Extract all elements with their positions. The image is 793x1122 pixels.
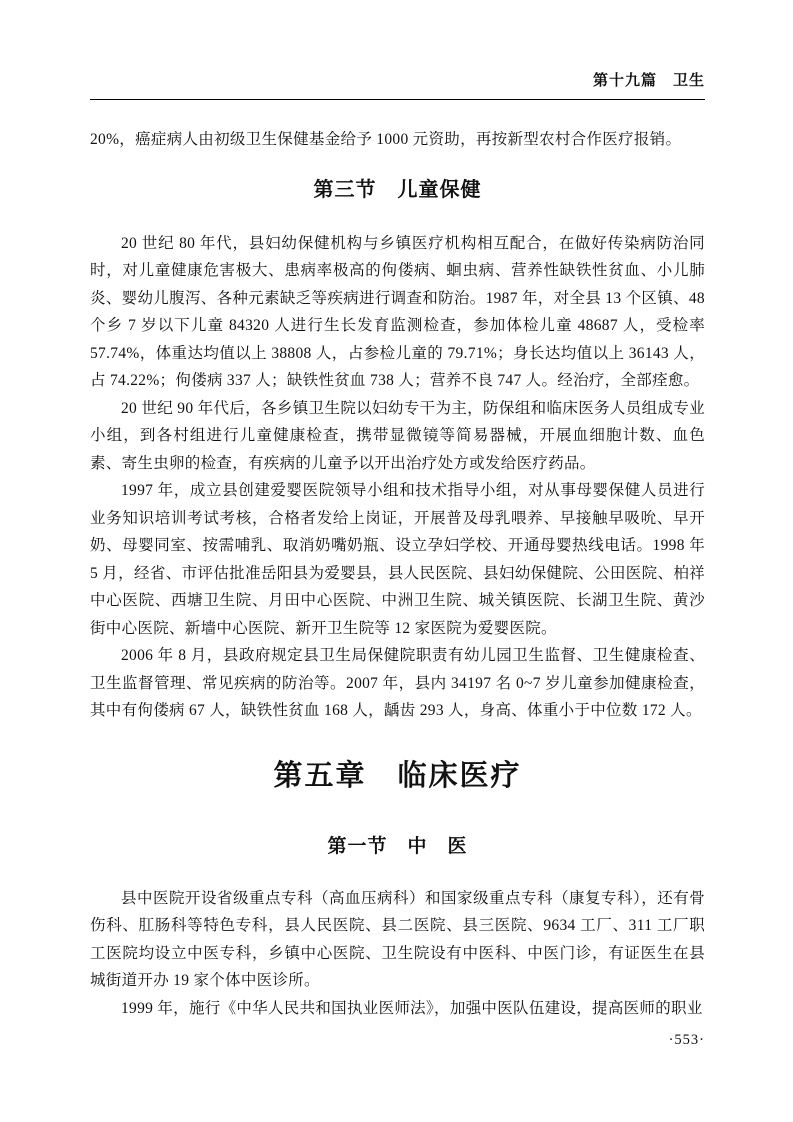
paragraph: 20 世纪 90 年代后，各乡镇卫生院以妇幼专干为主，防保组和临床医务人员组成专业小组，到各村组进行儿童健康检查，携带显微镜等简易器械，开展血细胞计数、血色素、寄生虫卵的检查，有疾病的儿童予以开出治疗处方或发给医疗药品。 bbox=[90, 399, 705, 472]
paragraph: 1999 年，施行《中华人民共和国执业医师法》，加强中医队伍建设，提高医师的职业 bbox=[121, 999, 703, 1017]
paragraph: 县中医院开设省级重点专科（高血压病科）和国家级重点专科（康复专科），还有骨伤科、肛肠科等特色专科，县人民医院、县二医院、县三医院、9634 工厂、311 工厂职工医院均设立中医专科，乡镇中心医院、卫生院设有中医科、中医门诊，有证医生在县城街道开办 19 家个体中医诊所。 bbox=[90, 889, 705, 989]
page-body bbox=[90, 126, 705, 1022]
section-heading-chinese-medicine: 第一节 中 医 bbox=[327, 835, 468, 857]
paragraph: 20 世纪 80 年代，县妇幼保健机构与乡镇医疗机构相互配合，在做好传染病防治同时，对儿童健康危害极大、患病率极高的佝偻病、蛔虫病、营养性缺铁性贫血、小儿肺炎、婴幼儿腹泻、各种元素缺乏等疾病进行调查和防治。1987 年，对全县 13 个区镇、48 个乡 7 岁以下儿童 84320 人进行生长发育监测检查，参加体检儿童 48687 人，受检率 57.74%，体重达均值以上 38808 人，占参检儿童的 79.71%；身长达均值以上 36143 人，占 74.22%；佝偻病 337 人；缺铁性贫血 738 人；营养不良 747 人。经治疗，全部痊愈。 bbox=[90, 234, 705, 389]
paragraph: 2006 年 8 月，县政府规定县卫生局保健院职责有幼儿园卫生监督、卫生健康检查、卫生监督管理、常见疾病的防治等。2007 年，县内 34197 名 0~7 岁儿童参加健康检查，其中有佝偻病 67 人，缺铁性贫血 168 人，龋齿 293 人，身高、体重小于中位数 172 人。 bbox=[90, 647, 705, 719]
page-header bbox=[90, 72, 705, 100]
section-heading-child-health: 第三节 儿童保健 bbox=[313, 178, 482, 201]
paragraph-continuation: 20%，癌症病人由初级卫生保健基金给予 1000 元资助，再按新型农村合作医疗报销。 bbox=[90, 131, 682, 148]
header-rule bbox=[90, 99, 705, 100]
paragraph: 1997 年，成立县创建爱婴医院领导小组和技术指导小组，对从事母婴保健人员进行业务知识培训考试考核，合格者发给上岗证，开展普及母乳喂养、早接触早吸吮、早开奶、母婴同室、按需哺乳、取消奶嘴奶瓶、设立孕妇学校、开通母婴热线电话。1998 年 5 月，经省、市评估批准岳阳县为爱婴县，县人民医院、县妇幼保健院、公田医院、柏祥中心医院、西塘卫生院、月田中心医院、中洲卫生院、城关镇医院、长湖卫生院、黄沙街中心医院、新墙中心医院、新开卫生院等 12 家医院为爱婴医院。 bbox=[90, 482, 705, 637]
running-header-title: 第十九篇 卫生 bbox=[592, 73, 705, 89]
chapter-heading-clinical-medicine: 第五章 临床医疗 bbox=[273, 759, 522, 792]
page-number: ·553· bbox=[668, 1032, 705, 1048]
